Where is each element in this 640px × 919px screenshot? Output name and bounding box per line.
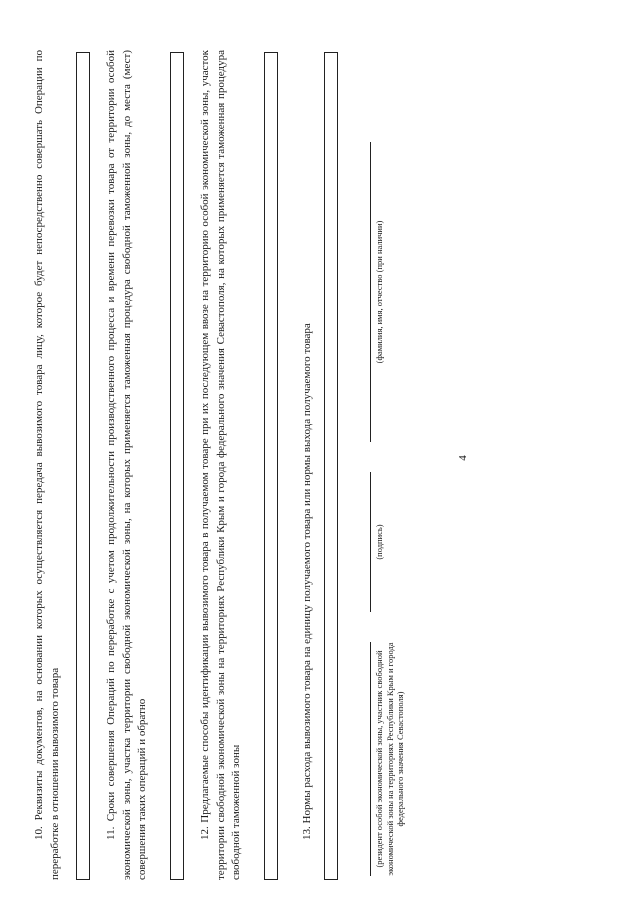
section-12	[198, 50, 245, 880]
rotated-form-content	[32, 50, 432, 880]
name-caption: (фамилия, имя, отчество (при наличии)	[374, 220, 384, 364]
resident-caption: (резидент особой экономической зоны, участник свободной экономической зоны на территориях Республики Крым и города федерального значения Севастополя)	[374, 642, 406, 876]
section-12-answer-box[interactable]	[264, 52, 278, 880]
name-signature-line[interactable]	[370, 142, 371, 442]
section-10-text: 10. Реквизиты документов, на основании которых осуществляется передача вывозимого товара лицу, которое будет непосредственно совершать Операции по переработке в отношении вывозимого товара	[33, 50, 61, 880]
signature-line[interactable]	[370, 472, 371, 612]
section-12-text: 12. Предлагаемые способы идентификации вывозимого товара в получаемом товаре при их последующем ввозе на территорию особой экономической зоны, участок территории свободной экономической зоны на территориях Республики Крым и города федерального значения Севастополя, на которых применяется таможенная процедура свободной таможенной зоны	[199, 50, 243, 880]
section-11-text: 11. Сроки совершения Операций по переработке с учетом продолжительности производственного процесса и времени перевозки товара от территории особой экономической зоны, участка территории свободной экономической зоны, на которых применяется таможенная процедура свободной таможенной зоны, до места (мест) совершения таких операций и обратно	[105, 50, 149, 880]
page-number: 4	[456, 455, 469, 461]
section-10-answer-box[interactable]	[76, 52, 90, 880]
signature-caption: (подпись)	[374, 524, 384, 560]
resident-signature-line[interactable]	[370, 642, 371, 876]
section-11	[104, 50, 151, 880]
section-13	[300, 50, 316, 880]
section-13-answer-box[interactable]	[324, 52, 338, 880]
section-11-answer-box[interactable]	[170, 52, 184, 880]
section-13-text: 13. Нормы расхода вывозимого товара на единицу получаемого товара или нормы выхода получаемого товара	[301, 323, 313, 840]
section-10	[32, 50, 63, 880]
